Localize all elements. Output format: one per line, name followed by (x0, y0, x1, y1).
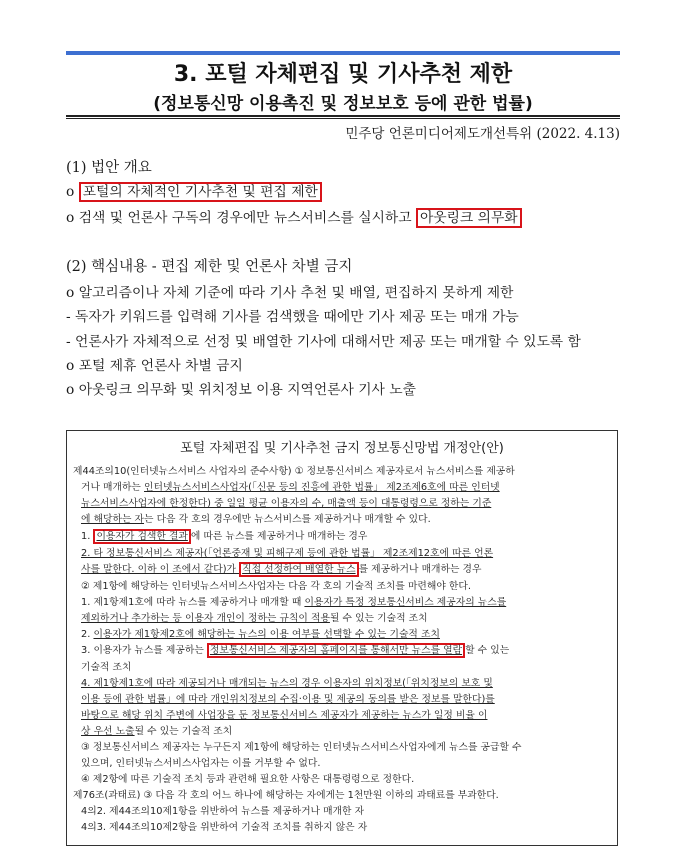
section2-line: - 독자가 키워드를 입력해 기사를 검색했을 때에만 기사 제공 또는 매개 가능 (66, 309, 519, 325)
panel-line: ② 제1항에 해당하는 인터넷뉴스서비스사업자는 다음 각 호의 기술적 조치를 마련해야 한다. (81, 581, 471, 592)
panel-line: 상 우선 노출될 수 있는 기술적 조치 (81, 726, 233, 737)
panel-line: 뉴스서비스사업자에 한정한다) 중 일일 평균 이용자의 수, 매출액 등이 대통령령으로 정하는 기준 (81, 498, 492, 509)
panel-line: 이용 등에 관한 법률」에 따라 개인위치정보의 수집·이용 및 제공의 동의를 받은 정보를 말한다)를 (81, 694, 495, 705)
panel-title: 포털 자체편집 및 기사추천 금지 정보통신망법 개정안(안) (180, 441, 504, 456)
section2-line: - 언론사가 자체적으로 선정 및 배열한 기사에 대해서만 제공 또는 매개할 수 있도록 함 (66, 334, 581, 350)
bullet: o (66, 210, 79, 226)
title-bottom-rule (66, 115, 620, 117)
section2-line: o 알고리즘이나 자체 기준에 따라 기사 추천 및 배열, 편집하지 못하게 제한 (66, 285, 514, 301)
item-text: 검색 및 언론사 구독의 경우에만 뉴스서비스를 실시하고 (78, 210, 416, 226)
panel-line: 4의3. 제44조의10제2항을 위반하여 기술적 조치를 취하지 않은 자 (81, 822, 368, 833)
section2-line: o 아웃링크 의무화 및 위치정보 이용 지역언론사 기사 노출 (66, 382, 416, 398)
highlight-box: 아웃링크 의무화 (416, 208, 522, 228)
panel-line: 사를 말한다. 이하 이 조에서 같다)가 직접 선정하여 배열한 뉴스 를 제공하거나 매개하는 경우 (81, 564, 482, 575)
panel-line: ③ 정보통신서비스 제공자는 누구든지 제1항에 해당하는 인터넷뉴스서비스사업자에게 뉴스를 공급할 수 (81, 742, 522, 753)
panel-line: 제76조(과태료) ③ 다음 각 호의 어느 하나에 해당하는 자에게는 1천만원 이하의 과태료를 부과한다. (73, 790, 499, 801)
panel-line: 제외하거나 추가하는 등 이용자 개인이 정하는 규칙이 적용될 수 있는 기술적 조치 (81, 613, 428, 624)
panel-line: 2. 타 정보통신서비스 제공자(「언론중재 및 피해구제 등에 관한 법률」 제2조제12호에 따른 언론 (81, 548, 494, 559)
highlight-box: 포털의 자체적인 기사추천 및 편집 제한 (79, 182, 322, 202)
highlight-box: 직접 선정하여 배열한 뉴스 (239, 562, 358, 577)
source-note: 민주당 언론미디어제도개선특위 (2022. 4.13) (345, 126, 620, 142)
panel-line: 거나 매개하는 인터넷뉴스서비스사업자(「신문 등의 진흥에 관한 법률」 제2조제6호에 따른 인터넷 (81, 482, 500, 493)
bullet: o (66, 184, 79, 200)
panel-line: 1. 이용자가 검색한 결과 에 따른 뉴스를 제공하거나 매개하는 경우 (81, 531, 368, 542)
title-bottom-rule-thin (66, 118, 620, 119)
panel-line: 4. 제1항제1호에 따라 제공되거나 매개되는 뉴스의 경우 이용자의 위치정보(「위치정보의 보호 및 (81, 678, 493, 689)
panel-line: 3. 이용자가 뉴스를 제공하는 정보통신서비스 제공자의 홈페이지를 통해서만 뉴스를 열람 할 수 있는 (81, 645, 510, 656)
amendment-panel (66, 430, 618, 846)
title-top-rule (66, 51, 620, 55)
page-title: 3. 포털 자체편집 및 기사추천 제한 (173, 62, 513, 87)
panel-line: 바탕으로 해당 위치 주변에 사업장을 둔 정보통신서비스 제공자가 제공하는 뉴스가 일정 비율 이 (81, 710, 488, 721)
section2-heading: (2) 핵심내용 - 편집 제한 및 언론사 차별 금지 (66, 259, 353, 275)
highlight-box: 정보통신서비스 제공자의 홈페이지를 통해서만 뉴스를 열람 (207, 643, 465, 658)
panel-line: 에 해당하는 자는 다음 각 호의 경우에만 뉴스서비스를 제공하거나 매개할 수 있다. (81, 514, 431, 525)
section1-item-2 (66, 206, 522, 226)
page-subtitle: (정보통신망 이용촉진 및 정보보호 등에 관한 법률) (153, 94, 533, 114)
panel-line: 2. 이용자가 제1항제2호에 해당하는 뉴스의 이용 여부를 선택할 수 있는 기술적 조치 (81, 629, 440, 640)
panel-line: ④ 제2항에 따른 기술적 조치 등과 관련해 필요한 사항은 대통령령으로 정한다. (81, 774, 415, 785)
panel-line: 1. 제1항제1호에 따라 뉴스를 제공하거나 매개할 때 이용자가 특정 정보통신서비스 제공자의 뉴스를 (81, 597, 507, 608)
panel-line: 기술적 조치 (81, 662, 132, 673)
panel-line: 있으며, 인터넷뉴스서비스사업자는 이를 거부할 수 없다. (81, 758, 321, 769)
section1-item-1 (66, 180, 322, 200)
panel-line: 4의2. 제44조의10제1항을 위반하여 뉴스를 제공하거나 매개한 자 (81, 806, 365, 817)
section2-line: o 포털 제휴 언론사 차별 금지 (66, 358, 243, 374)
section1-heading: (1) 법안 개요 (66, 160, 152, 176)
highlight-box: 이용자가 검색한 결과 (93, 529, 190, 544)
panel-line: 제44조의10(인터넷뉴스서비스 사업자의 준수사항) ① 정보통신서비스 제공자로서 뉴스서비스를 제공하 (73, 466, 515, 477)
